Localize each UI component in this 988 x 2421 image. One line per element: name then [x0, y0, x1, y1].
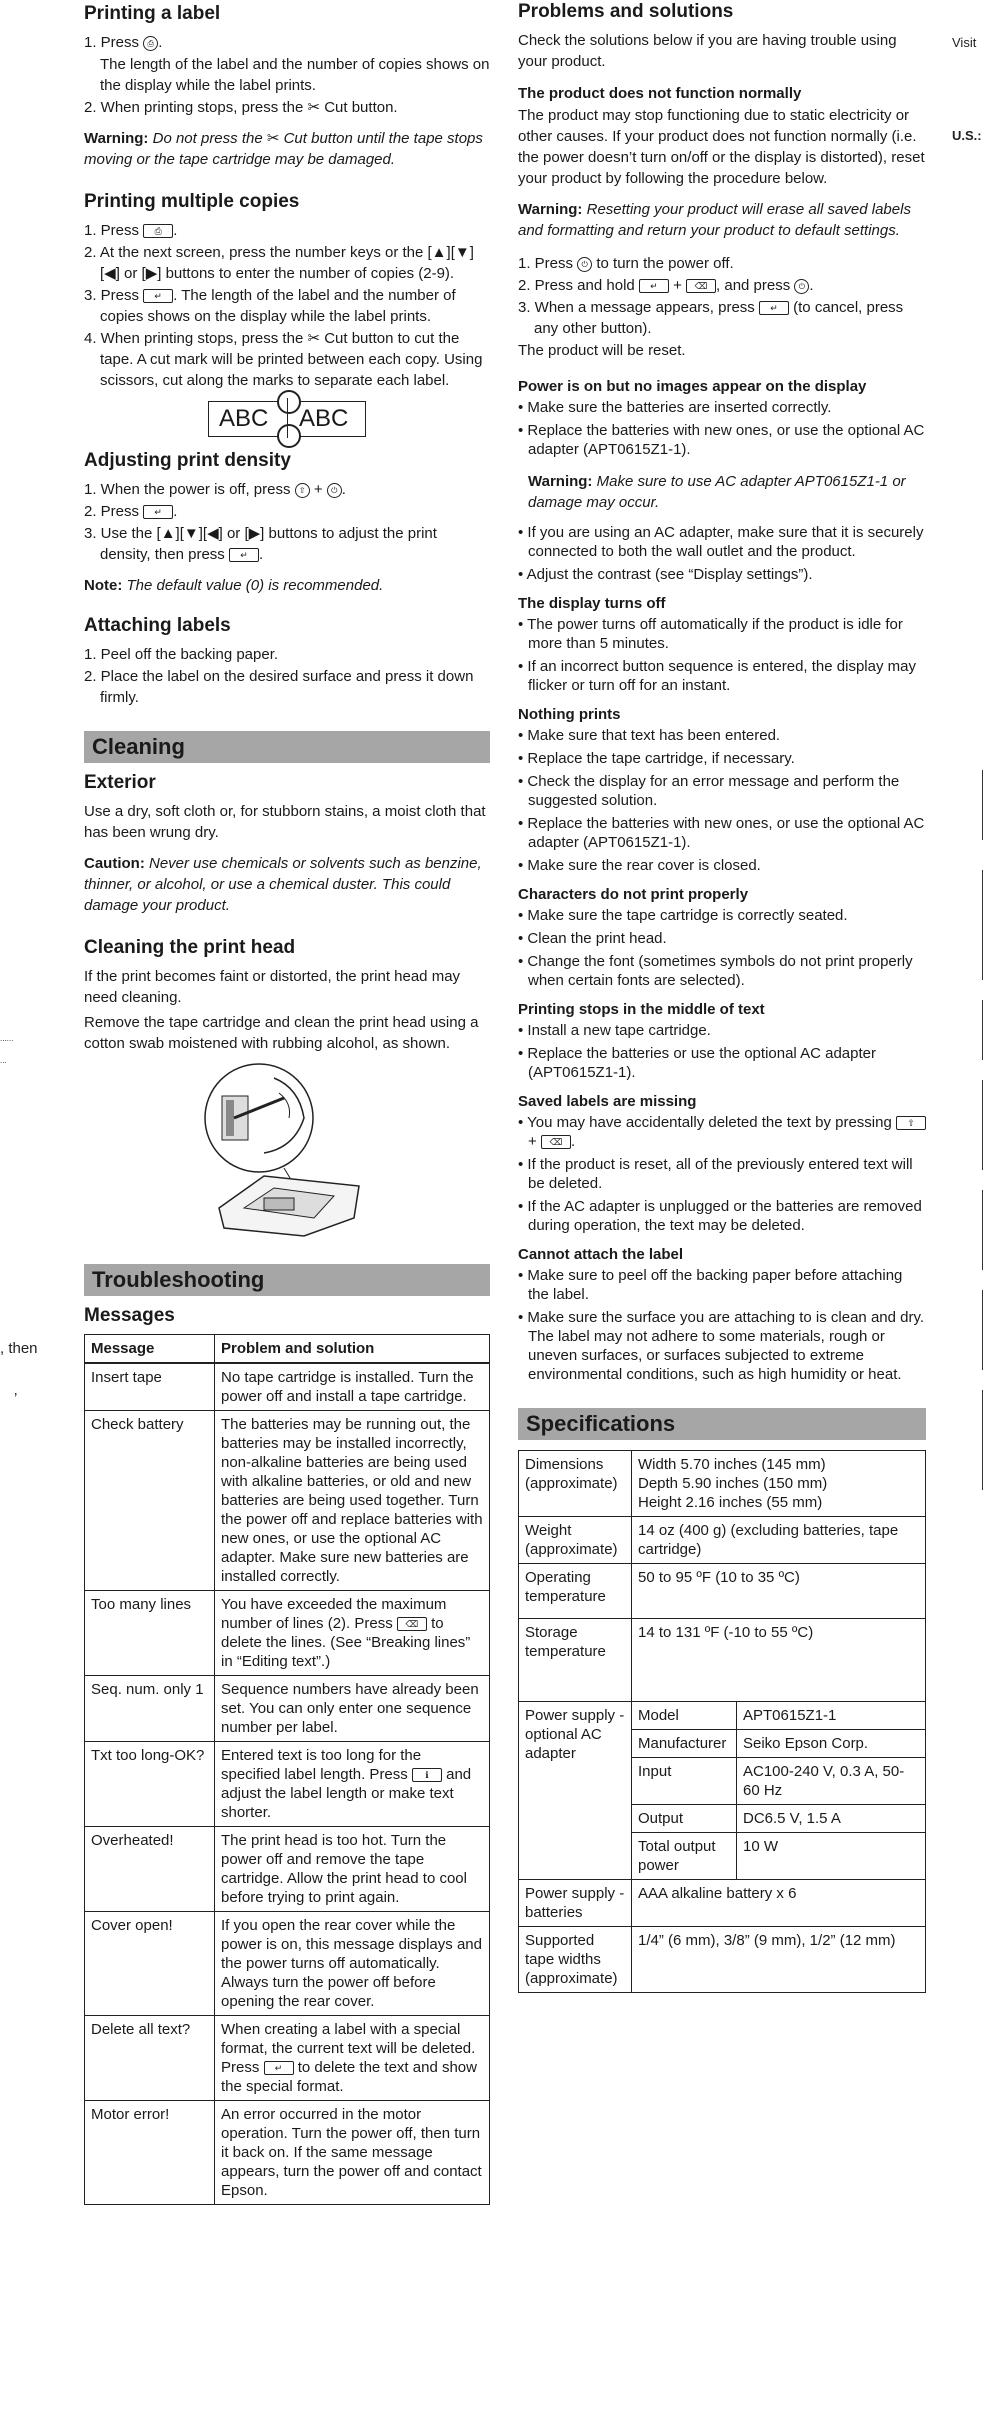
density-step-3: 3. Use the [▲][▼][◀] or [▶] buttons to adjust the print density, then press ↵ . — [84, 525, 437, 563]
print-icon: ⎙ — [143, 36, 158, 51]
cut-mark-circle-top — [277, 390, 301, 414]
reset-step-2: 2. Press and hold ↵ + ⌫ , and press ⏻ . — [518, 277, 814, 294]
list-item: • Adjust the contrast (see “Display settings”). — [518, 566, 813, 583]
messages-table-header — [85, 1335, 490, 1364]
print-head-text-2: Remove the tape cartridge and clean the print head using a cotton swab moistened with rubbing alcohol, as shown. — [84, 1014, 479, 1052]
multiple-step-1: 1. Press ⎙ . — [84, 222, 178, 239]
adapter-warning: Warning: Make sure to use AC adapter APT0615Z1-1 or damage may occur. — [528, 473, 906, 511]
messages-table — [84, 1334, 490, 2205]
backspace-key-icon: ⌫ — [397, 1617, 427, 1631]
characters-heading: Characters do not print properly — [518, 886, 749, 903]
table-row: Storage temperature 14 to 131 ºF (-10 to 55 ºC) — [519, 1619, 926, 1702]
edge-us-text: U.S.: — [952, 128, 982, 143]
list-item: • If you are using an AC adapter, make sure that it is securely connected to both the wall outlet and the product. — [518, 524, 924, 560]
list-item: • Make sure the rear cover is closed. — [518, 857, 761, 874]
table-row: Input AC100-240 V, 0.3 A, 50-60 Hz — [519, 1758, 926, 1805]
cut-mark-sample: ABC ABC — [208, 401, 366, 437]
list-item: • Make sure the batteries are inserted correctly. — [518, 399, 832, 416]
backspace-key-icon: ⌫ — [686, 279, 716, 293]
reset-step-3: 3. When a message appears, press ↵ (to cancel, press any other button). — [518, 299, 904, 337]
enter-key-icon: ↵ — [639, 279, 669, 293]
list-item: • The power turns off automatically if the product is idle for more than 5 minutes. — [518, 616, 903, 652]
nothing-prints-heading: Nothing prints — [518, 706, 621, 723]
left-column — [84, 0, 490, 2205]
troubleshooting-section-bar: Troubleshooting — [84, 1264, 490, 1296]
enter-key-icon: ↵ — [264, 2061, 294, 2075]
reset-done: The product will be reset. — [518, 342, 686, 359]
table-row: Delete all text? When creating a label with a special format, the current text will be deleted. Press ↵ to delete the text and show the special format. — [85, 2016, 490, 2101]
exterior-text: Use a dry, soft cloth or, for stubborn stains, a moist cloth that has been wrung dry. — [84, 803, 486, 841]
table-row: Too many lines You have exceeded the maximum number of lines (2). Press ⌫ to delete the lines. (See “Breaking lines” in “Editing text”.) — [85, 1591, 490, 1676]
list-item: • Make sure the surface you are attaching to is clean and dry. The label may not adhere to some materials, rough or uneven surfaces, or surfaces subjected to extreme environmental conditions, such as high humidity or heat. — [518, 1309, 925, 1383]
multiple-step-4: 4. When printing stops, press the ✂ Cut button to cut the tape. A cut mark will be printed between each copy. Using scissors, cut along the marks to separate each label. — [84, 330, 483, 389]
power-icon: ⏻ — [577, 257, 592, 272]
print-head-heading: Cleaning the print head — [84, 937, 296, 958]
cut-mark-circle-bottom — [277, 424, 301, 448]
list-item: • Make sure to peel off the backing paper before attaching the label. — [518, 1267, 903, 1303]
font-key-icon: ℹ — [412, 1768, 442, 1782]
right-column — [518, 0, 926, 1993]
table-row: Manufacturer Seiko Epson Corp. — [519, 1730, 926, 1758]
multiple-step-3: 3. Press ↵ . The length of the label and the number of copies shows on the display while the label prints. — [84, 287, 456, 325]
no-images-heading: Power is on but no images appear on the display — [518, 378, 867, 395]
cut-icon: ✂ — [266, 130, 280, 147]
table-row: Txt too long-OK? Entered text is too long for the specified label length. Press ℹ and adjust the label length or make text shorter. — [85, 1742, 490, 1827]
table-row: Cover open! If you open the rear cover while the power is on, this message displays and the power turns off automatically. Always turn the power off before opening the rear cover. — [85, 1912, 490, 2016]
not-function-text: The product may stop functioning due to static electricity or other causes. If your product does not function normally (i.e. the power doesn’t turn on/off or the display is distorted), reset your product by following the procedure below. — [518, 107, 925, 187]
print-key-icon: ⎙ — [143, 224, 173, 238]
density-heading: Adjusting print density — [84, 450, 291, 471]
multiple-copies-heading: Printing multiple copies — [84, 191, 300, 212]
printing-label-step-1: 1. Press ⎙ . — [84, 34, 163, 51]
print-head-cleaning-illustration — [204, 1058, 364, 1238]
cleaning-caution: Caution: Never use chemicals or solvents such as benzine, thinner, or alcohol, or use a chemical duster. This could damage your product. — [84, 855, 482, 914]
cannot-attach-heading: Cannot attach the label — [518, 1246, 684, 1263]
left-edge-mark: ...... — [0, 1034, 14, 1043]
multiple-step-2: 2. At the next screen, press the number keys or the [▲][▼][◀] or [▶] buttons to enter the number of copies (2-9). — [84, 244, 474, 282]
attaching-step-1: 1. Peel off the backing paper. — [84, 646, 279, 663]
table-row: Operating temperature 50 to 95 ºF (10 to 35 ºC) — [519, 1564, 926, 1619]
power-icon: ⏻ — [327, 483, 342, 498]
list-item: • If the product is reset, all of the previously entered text will be deleted. — [518, 1156, 913, 1192]
list-item: • You may have accidentally deleted the text by pressing ⇧ + ⌫ . — [518, 1113, 926, 1151]
list-item: • Make sure the tape cartridge is correctly seated. — [518, 907, 848, 924]
edge-divider — [982, 1080, 983, 1170]
list-item: • Replace the batteries or use the optional AC adapter (APT0615Z1-1). — [518, 1045, 876, 1081]
cleaning-diagram — [204, 1058, 364, 1238]
list-item: • Replace the tape cartridge, if necessary. — [518, 750, 795, 767]
table-row: Overheated! The print head is too hot. Turn the power off and remove the tape cartridge. Allow the print head to cool before trying to print again. — [85, 1827, 490, 1912]
col-message: Message — [85, 1335, 215, 1364]
specifications-table — [518, 1450, 926, 1993]
list-item: • If an incorrect button sequence is entered, the display may flicker or turn off for an instant. — [518, 658, 916, 694]
attaching-heading: Attaching labels — [84, 615, 231, 636]
table-row: Weight (approximate) 14 oz (400 g) (excluding batteries, tape cartridge) — [519, 1517, 926, 1564]
printing-stops-heading: Printing stops in the middle of text — [518, 1001, 765, 1018]
list-item: • Install a new tape cartridge. — [518, 1022, 711, 1039]
display-off-heading: The display turns off — [518, 595, 666, 612]
enter-key-icon: ↵ — [143, 289, 173, 303]
left-edge-then-text: , then — [0, 1340, 38, 1357]
reset-warning: Warning: Resetting your product will erase all saved labels and formatting and return your product to default settings. — [518, 201, 911, 239]
enter-key-icon: ↵ — [759, 301, 789, 315]
enter-key-icon: ↵ — [229, 548, 259, 562]
table-row: Supported tape widths (approximate) 1/4” (6 mm), 3/8” (9 mm), 1/2” (12 mm) — [519, 1927, 926, 1993]
reset-step-1: 1. Press ⏻ to turn the power off. — [518, 255, 734, 272]
printing-label-step-1-detail: The length of the label and the number of copies shows on the display while the label prints. — [100, 56, 490, 94]
cut-mark-line — [287, 398, 288, 438]
table-row: Total output power 10 W — [519, 1833, 926, 1880]
attaching-step-2: 2. Place the label on the desired surface and press it down firmly. — [84, 668, 474, 706]
shift-key-icon: ⇧ — [896, 1116, 926, 1130]
table-row: Insert tape No tape cartridge is installed. Turn the power off and install a tape cartridge. — [85, 1363, 490, 1411]
left-edge-mark: ... — [0, 1056, 7, 1065]
print-head-text-1: If the print becomes faint or distorted, the print head may need cleaning. — [84, 968, 461, 1006]
list-item: • Change the font (sometimes symbols do not print properly when certain fonts are selected). — [518, 953, 913, 989]
col-solution: Problem and solution — [215, 1335, 490, 1364]
density-step-1: 1. When the power is off, press ⇧ + ⏻ . — [84, 481, 346, 498]
cut-icon: ✂ — [307, 99, 321, 116]
table-row: Power supply - batteries AAA alkaline battery x 6 — [519, 1880, 926, 1927]
list-item: • Check the display for an error message and perform the suggested solution. — [518, 773, 900, 809]
list-item: • Replace the batteries with new ones, or use the optional AC adapter (APT0615Z1-1). — [518, 422, 925, 458]
enter-key-icon: ↵ — [143, 505, 173, 519]
edge-visit-text: Visit — [952, 35, 977, 50]
exterior-heading: Exterior — [84, 772, 156, 793]
not-function-heading: The product does not function normally — [518, 85, 802, 102]
edge-divider — [982, 770, 983, 840]
table-row: Output DC6.5 V, 1.5 A — [519, 1805, 926, 1833]
table-row: Motor error! An error occurred in the motor operation. Turn the power off, then turn it back on. If the same message appears, turn the power off and contact Epson. — [85, 2101, 490, 2205]
printing-label-warning: Warning: Do not press the ✂ Cut button until the tape stops moving or the tape cartridge may be damaged. — [84, 130, 483, 168]
printing-label-step-2: 2. When printing stops, press the ✂ Cut button. — [84, 99, 398, 116]
list-item: • Clean the print head. — [518, 930, 667, 947]
saved-labels-heading: Saved labels are missing — [518, 1093, 697, 1110]
left-edge-tick: ’ — [14, 1390, 18, 1407]
edge-divider — [982, 1290, 983, 1370]
shift-icon: ⇧ — [295, 483, 310, 498]
problems-heading: Problems and solutions — [518, 1, 734, 22]
list-item: • If the AC adapter is unplugged or the batteries are removed during operation, the text may be deleted. — [518, 1198, 922, 1234]
table-row: Check battery The batteries may be running out, the batteries may be installed incorrectly, non-alkaline batteries are being used with alkaline batteries, or old and new batteries are being used together. Turn the power off and replace batteries with new ones, or use the optional AC adapter. Make sure new batteries are installed correctly. — [85, 1411, 490, 1591]
density-step-2: 2. Press ↵ . — [84, 503, 178, 520]
cleaning-section-bar: Cleaning — [84, 731, 490, 763]
power-icon: ⏻ — [794, 279, 809, 294]
backspace-key-icon: ⌫ — [541, 1135, 571, 1149]
specifications-section-bar: Specifications — [518, 1408, 926, 1440]
messages-heading: Messages — [84, 1305, 175, 1326]
table-row: Dimensions (approximate) Width 5.70 inches (145 mm) Depth 5.90 inches (150 mm) Height 2.16 inches (55 mm) — [519, 1451, 926, 1517]
density-note: Note: The default value (0) is recommended. — [84, 577, 384, 594]
edge-divider — [982, 1390, 983, 1490]
edge-divider — [982, 1190, 983, 1270]
edge-divider — [982, 1000, 983, 1060]
cut-icon: ✂ — [307, 330, 321, 347]
list-item: • Make sure that text has been entered. — [518, 727, 781, 744]
printing-label-heading: Printing a label — [84, 3, 221, 24]
table-row: Power supply - optional AC adapter Model APT0615Z1-1 — [519, 1702, 926, 1730]
table-row: Seq. num. only 1 Sequence numbers have already been set. You can only enter one sequence number per label. — [85, 1676, 490, 1742]
problems-intro: Check the solutions below if you are having trouble using your product. — [518, 32, 897, 70]
edge-divider — [982, 870, 983, 980]
list-item: • Replace the batteries with new ones, or use the optional AC adapter (APT0615Z1-1). — [518, 815, 925, 851]
